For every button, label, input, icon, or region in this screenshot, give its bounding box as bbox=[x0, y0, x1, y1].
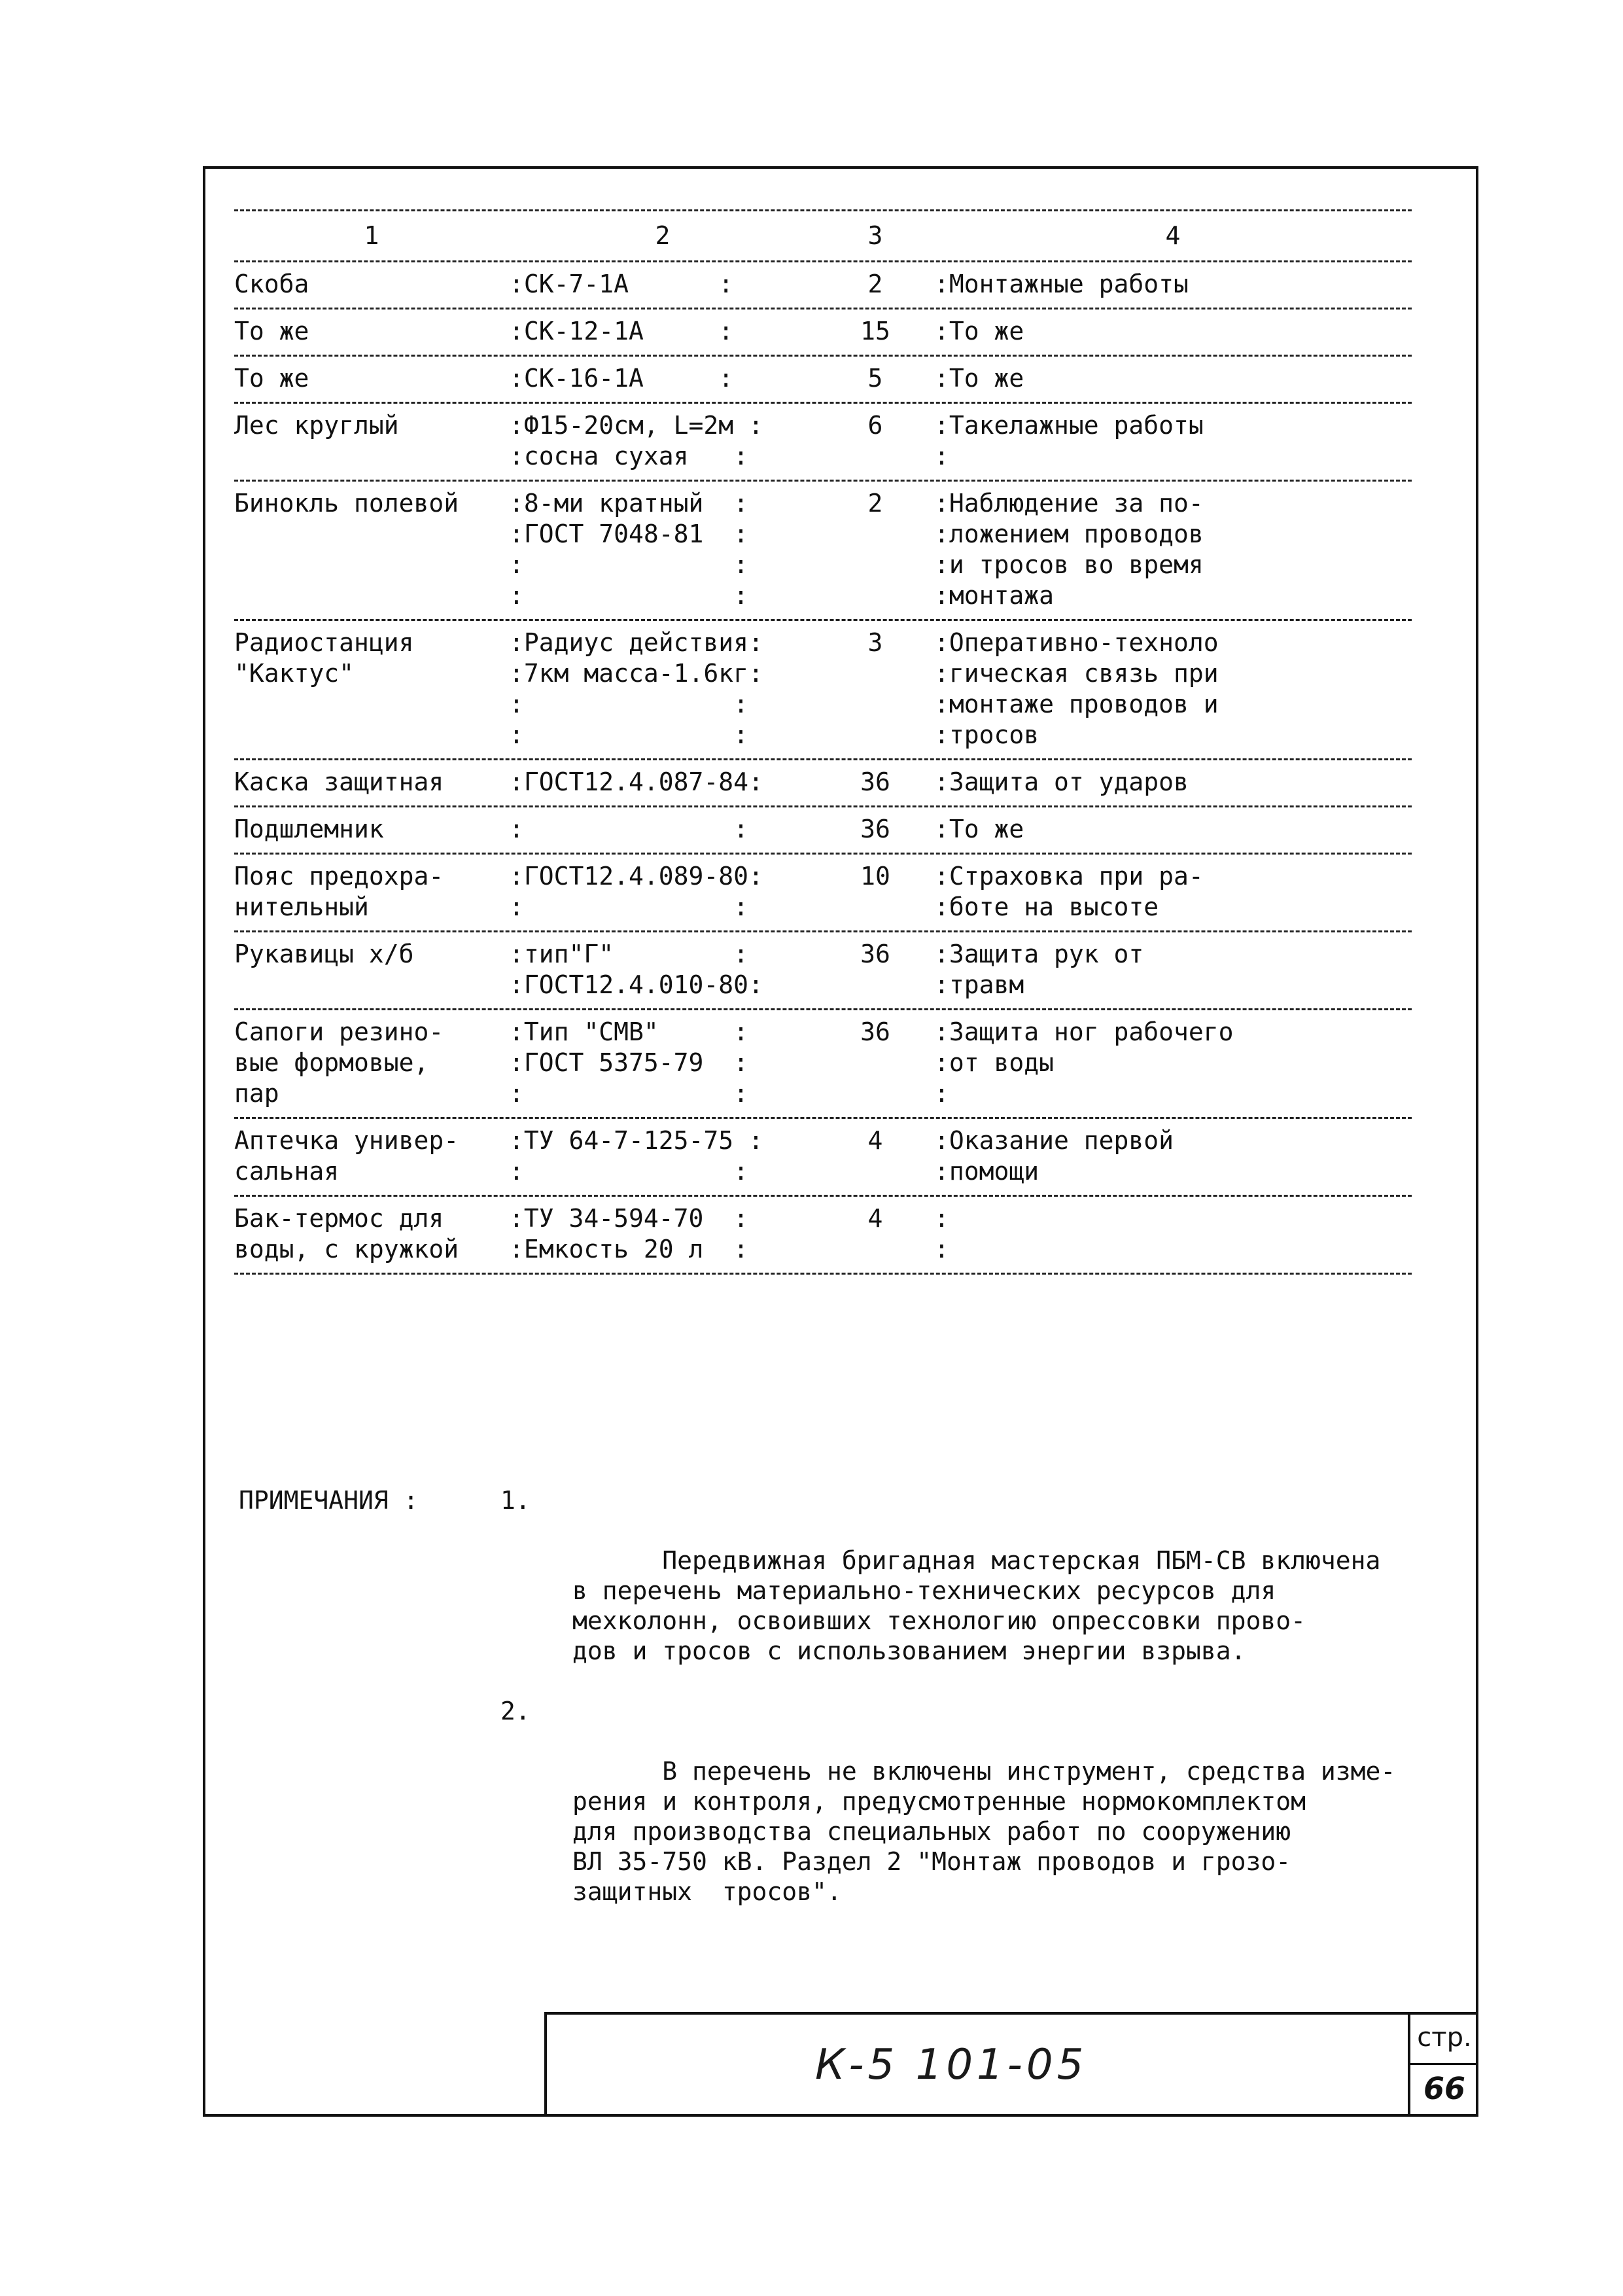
notes-heading: ПРИМЕЧАНИЯ : bbox=[239, 1486, 419, 1515]
table-cell-c3: 15 bbox=[860, 317, 890, 345]
table-row bbox=[234, 760, 1412, 805]
table-cell-c2: :ТУ 64-7-125-75 : : : bbox=[509, 1126, 763, 1186]
document-code: К-5 101-05 bbox=[815, 2041, 1088, 2089]
table-cell-c4: :То же bbox=[934, 815, 1024, 843]
note-text: В перечень не включены инструмент, средства изме- рения и контроля, предусмотренные нормокомплектом для производства специальных работ по сооружению ВЛ 35-750 кВ. Раздел 2 "Монтаж проводов и грозо- защитных тросов". bbox=[572, 1757, 1396, 1906]
table-cell-c1: Пояс предохра- нительный bbox=[234, 862, 444, 921]
table-cell-c4: :Оказание первой :помощи bbox=[934, 1126, 1174, 1186]
table-cell-c1: То же bbox=[234, 317, 309, 345]
note-number: 2. bbox=[500, 1697, 531, 1725]
table-cell-c3: 36 bbox=[860, 1017, 890, 1046]
table-row bbox=[234, 357, 1412, 402]
table-row bbox=[234, 482, 1412, 619]
table-cell-c4: :Защита от ударов bbox=[934, 768, 1189, 796]
table-row bbox=[234, 309, 1412, 355]
table-cell-c3: 2 bbox=[867, 489, 883, 518]
table-cell-c4: :То же bbox=[934, 317, 1024, 345]
table-cell-c1: Бинокль полевой bbox=[234, 489, 459, 518]
table-row bbox=[234, 855, 1412, 930]
table-cell-c1: Лес круглый bbox=[234, 411, 399, 440]
table-cell-c4: :Такелажные работы : bbox=[934, 411, 1204, 470]
note-item bbox=[500, 1696, 1423, 1937]
table-row bbox=[234, 807, 1412, 853]
header-col-2: 2 bbox=[655, 221, 671, 250]
table-cell-c2: :ГОСТ12.4.087-84: bbox=[509, 768, 763, 796]
header-col-1: 1 bbox=[364, 221, 379, 250]
table-cell-c2: :ТУ 34-594-70 : :Емкость 20 л : bbox=[509, 1204, 749, 1263]
table-cell-c2: :Ф15-20см, L=2м : :сосна сухая : bbox=[509, 411, 763, 470]
table-cell-c2: :ГОСТ12.4.089-80: : : bbox=[509, 862, 763, 921]
table-row bbox=[234, 1197, 1412, 1273]
table-cell-c4: :Страховка при ра- :боте на высоте bbox=[934, 862, 1204, 921]
table-cell-c3: 3 bbox=[867, 628, 883, 657]
table-cell-c2: :Радиус действия: :7км масса-1.6кг: : : : : bbox=[509, 628, 763, 749]
table-row bbox=[234, 621, 1412, 758]
table-row bbox=[234, 262, 1412, 308]
page-number-box bbox=[1408, 2015, 1478, 2117]
table-cell-c1: Каска защитная bbox=[234, 768, 444, 796]
table-body bbox=[234, 262, 1412, 1275]
table-header-row bbox=[234, 211, 1412, 260]
table-row bbox=[234, 1119, 1412, 1195]
table-cell-c3: 2 bbox=[867, 270, 883, 298]
table-row bbox=[234, 932, 1412, 1008]
table-cell-c3: 36 bbox=[860, 815, 890, 843]
table-cell-c2: :тип"Г" : :ГОСТ12.4.010-80: bbox=[509, 940, 763, 999]
note-text: Передвижная бригадная мастерская ПБМ-СВ включена в перечень материально-технических ресурсов для мехколонн, освоивших технологию опрессовки прово- дов и тросов с использованием энергии взрыва. bbox=[572, 1546, 1381, 1665]
table-cell-c4: :То же bbox=[934, 364, 1024, 393]
table-cell-c2: :СК-12-1А : bbox=[509, 317, 734, 345]
table-row bbox=[234, 404, 1412, 480]
table-divider bbox=[234, 1273, 1412, 1275]
notes-section bbox=[239, 1485, 1436, 1937]
table-cell-c3: 4 bbox=[867, 1126, 883, 1155]
table-cell-c4: :Защита ног рабочего :от воды : bbox=[934, 1017, 1234, 1108]
page-label: стр. bbox=[1410, 2015, 1478, 2065]
table-cell-c3: 4 bbox=[867, 1204, 883, 1233]
table-cell-c2: :Тип "СМВ" : :ГОСТ 5375-79 : : : bbox=[509, 1017, 749, 1108]
table-cell-c1: Бак-термос для воды, с кружкой bbox=[234, 1204, 459, 1263]
title-block-stamp bbox=[544, 2012, 1478, 2117]
table-cell-c4: :Защита рук от :травм bbox=[934, 940, 1144, 999]
note-number: 1. bbox=[500, 1486, 531, 1515]
table-cell-c1: То же bbox=[234, 364, 309, 393]
table-cell-c1: Скоба bbox=[234, 270, 309, 298]
table-cell-c3: 10 bbox=[860, 862, 890, 891]
equipment-table bbox=[234, 209, 1412, 1275]
header-col-3: 3 bbox=[867, 221, 883, 250]
table-row bbox=[234, 1010, 1412, 1117]
page-number: 66 bbox=[1423, 2071, 1465, 2106]
table-cell-c2: :8-ми кратный : :ГОСТ 7048-81 : : : : : bbox=[509, 489, 749, 610]
table-cell-c1: Подшлемник bbox=[234, 815, 384, 843]
table-cell-c4: :Наблюдение за по- :ложением проводов :и тросов во время :монтажа bbox=[934, 489, 1204, 610]
note-item bbox=[500, 1485, 1423, 1696]
notes-list bbox=[500, 1485, 1423, 1937]
table-cell-c2: : : bbox=[509, 815, 749, 843]
table-cell-c1: Аптечка универ- сальная bbox=[234, 1126, 459, 1186]
table-cell-c1: Радиостанция "Кактус" bbox=[234, 628, 414, 688]
table-cell-c4: :Оперативно-техноло :гическая связь при :монтаже проводов и :тросов bbox=[934, 628, 1219, 749]
table-cell-c3: 36 bbox=[860, 768, 890, 796]
table-cell-c1: Рукавицы х/б bbox=[234, 940, 414, 968]
table-cell-c3: 6 bbox=[867, 411, 883, 440]
table-cell-c2: :СК-7-1А : bbox=[509, 270, 734, 298]
header-col-4: 4 bbox=[1165, 221, 1181, 250]
table-cell-c3: 5 bbox=[867, 364, 883, 393]
table-cell-c4: : : bbox=[934, 1204, 949, 1263]
table-cell-c1: Сапоги резино- вые формовые, пар bbox=[234, 1017, 444, 1108]
table-cell-c3: 36 bbox=[860, 940, 890, 968]
table-cell-c2: :СК-16-1А : bbox=[509, 364, 734, 393]
table-cell-c4: :Монтажные работы bbox=[934, 270, 1189, 298]
